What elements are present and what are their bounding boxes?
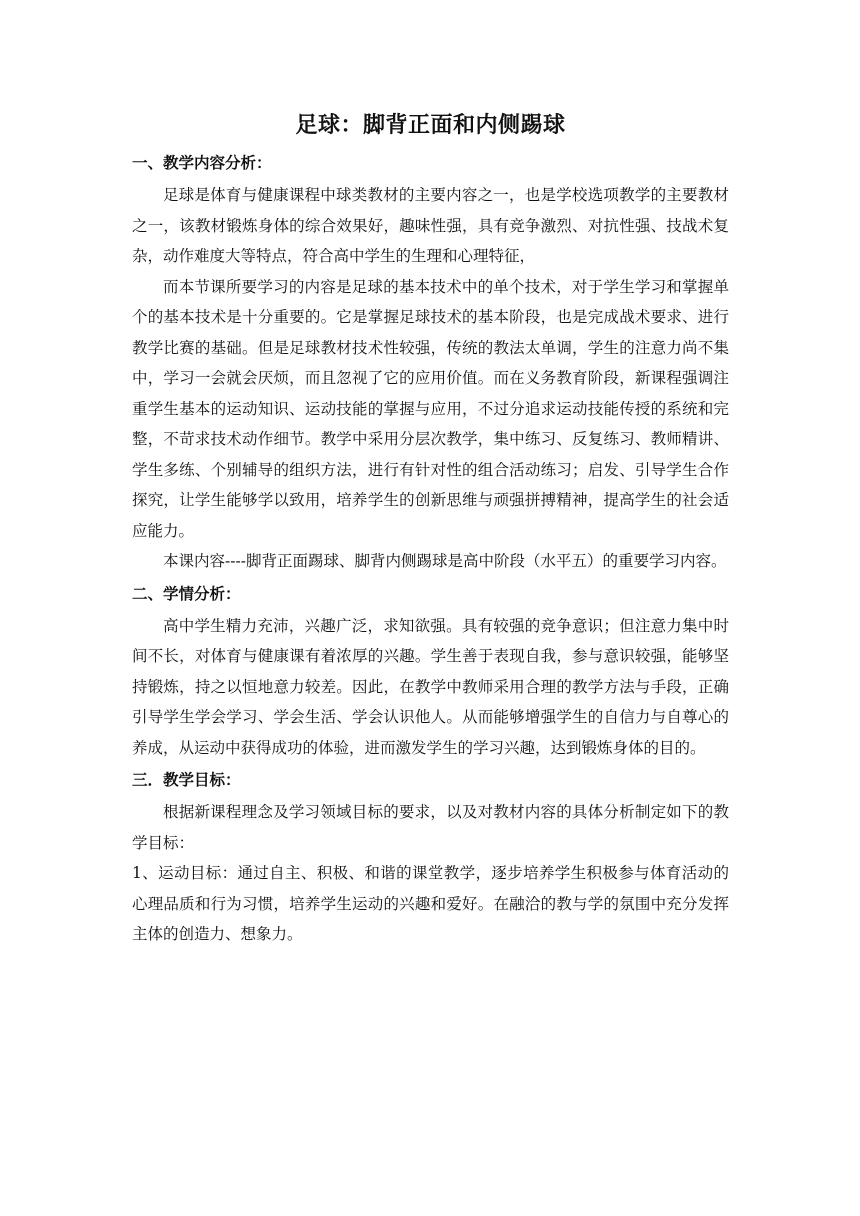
body-paragraph: 本课内容----脚背正面踢球、脚背内侧踢球是高中阶段（水平五）的重要学习内容。: [163, 552, 727, 570]
section-teaching-objectives: [132, 763, 729, 950]
document-title: 足球：脚背正面和内侧踢球: [295, 113, 566, 138]
body-paragraph: 根据新课程理念及学习领域目标的要求，以及对教材内容的具体分析制定如下的教学目标：: [132, 803, 729, 852]
section-heading: 一、教学内容分析：: [132, 154, 272, 172]
section-content-analysis: [132, 146, 729, 577]
body-paragraph: 高中学生精力充沛，兴趣广泛，求知欲强。具有较强的竞争意识；但注意力集中时间不长，对体育与健康课有着浓厚的兴趣。学生善于表现自我，参与意识较强，能够坚持锻炼，持之以恒地意力较差。因此，在教学中教师采用合理的教学方法与手段，正确引导学生学会学习、学会生活、学会认识他人。从而能够增强学生的自信力与自尊心的养成，从运动中获得成功的体验，进而激发学生的学习兴趣，达到锻炼身体的目的。: [132, 616, 729, 757]
section-student-analysis: [132, 577, 729, 764]
section-heading: 二、学情分析：: [132, 584, 241, 603]
body-paragraph: 足球是体育与健康课程中球类教材的主要内容之一，也是学校选项教学的主要教材之一，该教材锻炼身体的综合效果好，趣味性强，具有竞争激烈、对抗性强、技战术复杂，动作难度大等特点，符合高中学生的生理和心理特征，: [132, 186, 729, 265]
objective-list-item: 1、运动目标：通过自主、积极、和谐的课堂教学，逐步培养学生积极参与体育活动的心理品质和行为习惯，培养学生运动的兴趣和爱好。在融洽的教与学的氛围中充分发挥主体的创造力、想象力。: [132, 864, 729, 943]
body-paragraph: 而本节课所要学习的内容是足球的基本技术中的单个技术，对于学生学习和掌握单个的基本技术是十分重要的。它是掌握足球技术的基本阶段，也是完成战术要求、进行教学比赛的基础。但是足球教材技术性较强，传统的教法太单调，学生的注意力尚不集中，学习一会就会厌烦，而且忽视了它的应用价值。而在义务教育阶段，新课程强调注重学生基本的运动知识、运动技能的掌握与应用，不过分追求运动技能传授的系统和完整，不苛求技术动作细节。教学中采用分层次教学，集中练习、反复练习、教师精讲、学生多练、个别辅导的组织方法，进行有针对性的组合活动练习；启发、引导学生合作探究，让学生能够学以致用，培养学生的创新思维与顽强拼搏精神，提高学生的社会适应能力。: [132, 277, 729, 540]
section-heading: 三．教学目标：: [132, 771, 241, 789]
document-content: [132, 106, 729, 950]
